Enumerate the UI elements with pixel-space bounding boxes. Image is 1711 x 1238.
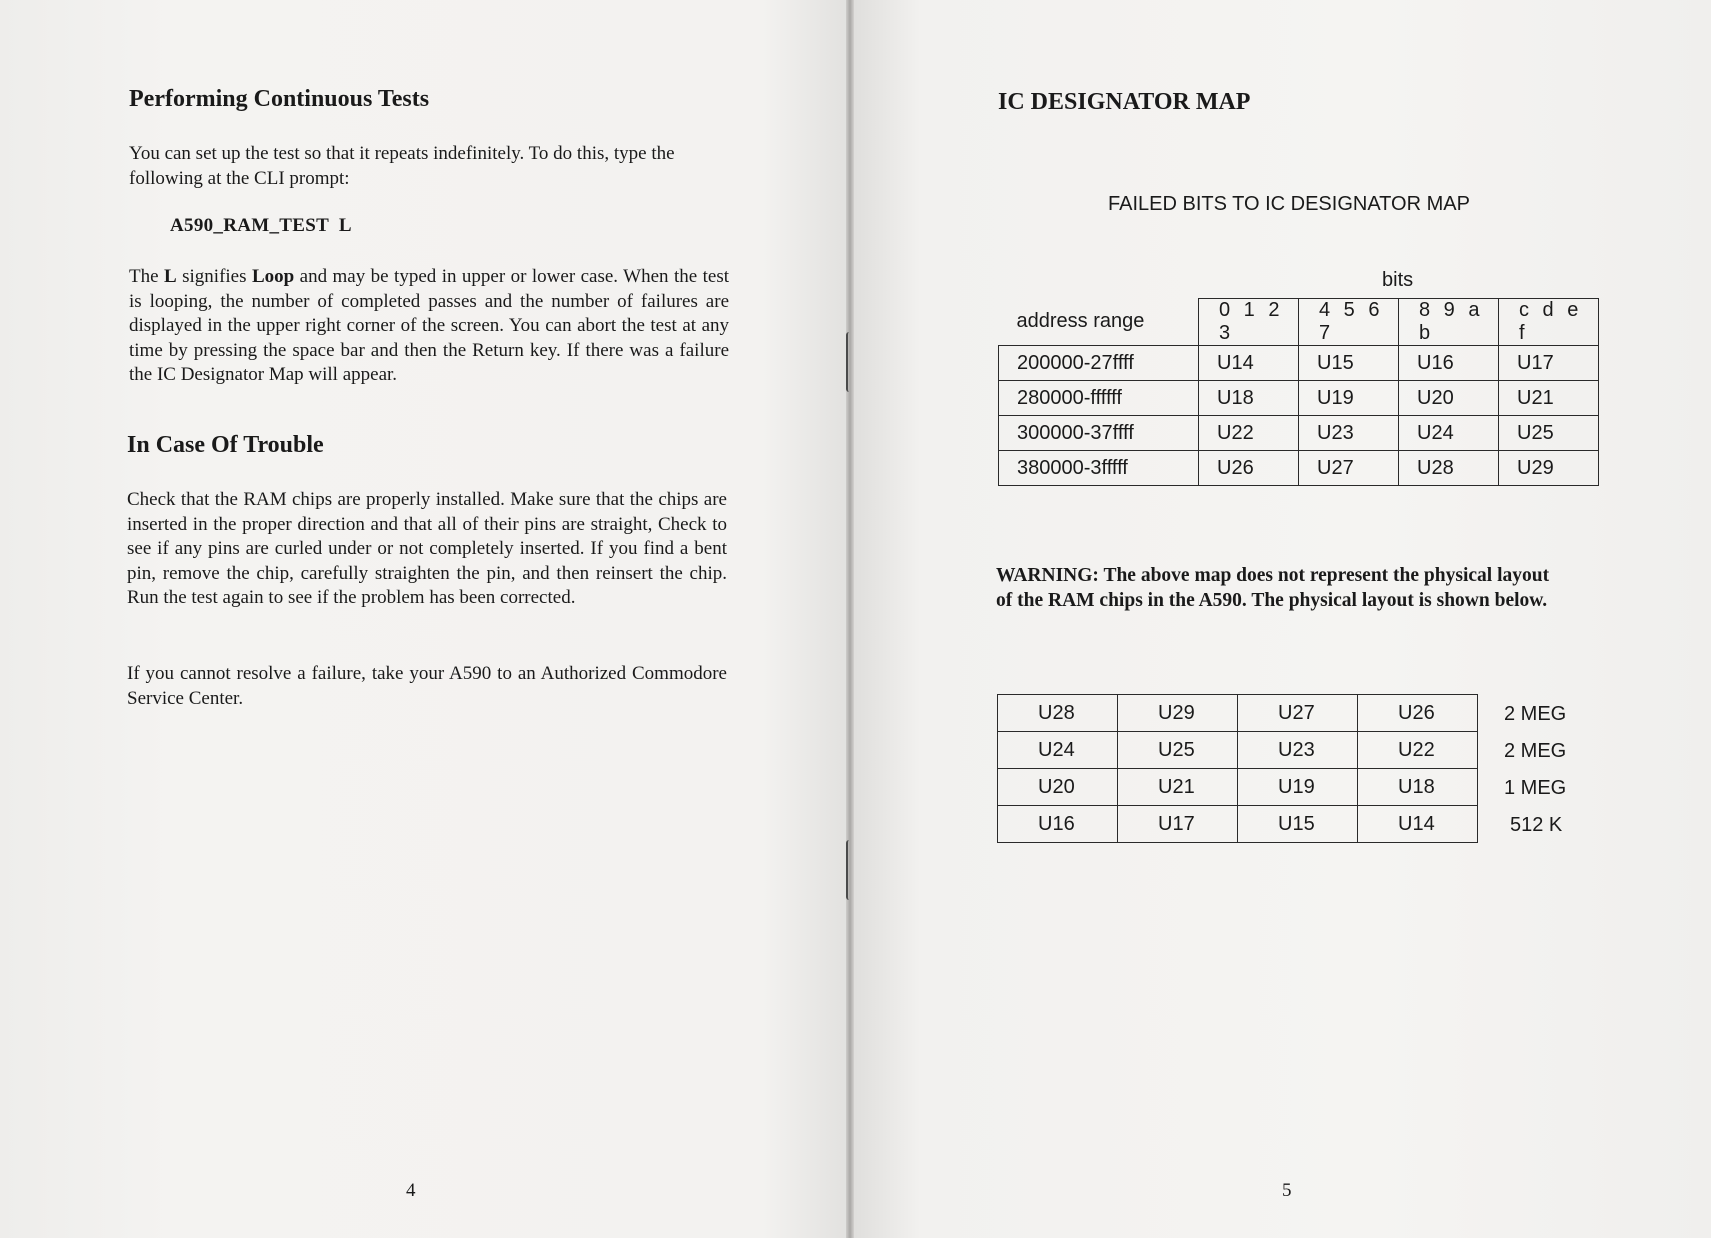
map-title: FAILED BITS TO IC DESIGNATOR MAP xyxy=(1108,193,1470,215)
failed-bits-table xyxy=(998,298,1599,486)
chip-cell: U24 xyxy=(998,732,1118,769)
bank-size-label: 1 MEG xyxy=(1504,777,1567,799)
chip-cell: U27 xyxy=(1238,695,1358,732)
address-range-header: address range xyxy=(1016,310,1145,333)
page-number-right: 5 xyxy=(1282,1180,1292,1201)
table-row xyxy=(998,806,1478,843)
chip-cell: U20 xyxy=(998,769,1118,806)
chip-cell: U28 xyxy=(1399,451,1499,486)
chip-cell: U21 xyxy=(1118,769,1238,806)
chip-cell: U18 xyxy=(1199,381,1299,416)
table-row xyxy=(999,416,1599,451)
chip-cell: U18 xyxy=(1358,769,1478,806)
loop-text-1: The xyxy=(129,266,164,287)
chip-cell: U22 xyxy=(1358,732,1478,769)
loop-bold-l: L xyxy=(163,266,177,287)
loop-paragraph xyxy=(129,265,729,388)
section-heading-trouble: In Case Of Trouble xyxy=(127,432,324,458)
physical-layout-table xyxy=(997,694,1478,843)
address-range-cell: 200000-27ffff xyxy=(999,346,1199,381)
section-heading-continuous-tests: Performing Continuous Tests xyxy=(129,86,430,112)
bank-size-label: 2 MEG xyxy=(1504,703,1567,725)
chip-cell: U21 xyxy=(1499,381,1599,416)
bits-label: bits xyxy=(1382,269,1414,291)
table-row xyxy=(998,732,1478,769)
warning-text xyxy=(996,564,1596,613)
bank-size-label: 512 K xyxy=(1510,814,1563,836)
staple-bottom xyxy=(846,840,854,900)
bank-size-label: 2 MEG xyxy=(1504,740,1567,762)
table-row xyxy=(999,381,1599,416)
right-page xyxy=(852,0,1711,1238)
chip-cell: U23 xyxy=(1299,416,1399,451)
bit-header: 0 1 2 3 xyxy=(1199,299,1299,346)
table-row xyxy=(998,769,1478,806)
chip-cell: U26 xyxy=(1199,451,1299,486)
staple-top xyxy=(846,332,854,392)
table-header-row xyxy=(999,299,1599,346)
chip-cell: U20 xyxy=(1399,381,1499,416)
intro-line-2: following at the CLI prompt: xyxy=(129,167,350,189)
chip-cell: U23 xyxy=(1238,732,1358,769)
chip-cell: U16 xyxy=(1399,346,1499,381)
chip-cell: U22 xyxy=(1199,416,1299,451)
chip-cell: U17 xyxy=(1499,346,1599,381)
cli-command: A590_RAM_TEST L xyxy=(170,215,352,236)
table-row xyxy=(999,346,1599,381)
bit-header: 8 9 a b xyxy=(1399,299,1499,346)
chip-cell: U15 xyxy=(1299,346,1399,381)
chip-cell: U28 xyxy=(998,695,1118,732)
loop-text-2: signifies xyxy=(176,266,252,287)
chip-cell: U25 xyxy=(1499,416,1599,451)
table-row xyxy=(998,695,1478,732)
chip-cell: U29 xyxy=(1499,451,1599,486)
chip-cell: U14 xyxy=(1199,346,1299,381)
chip-cell: U26 xyxy=(1358,695,1478,732)
chip-cell: U24 xyxy=(1399,416,1499,451)
loop-text-3: and may be typed in upper or lower case. When the test is looping, the number of completed passes and the number of failures are displayed in the upper right corner of the screen. You can abort the test at any time by pressing the space bar and then the Return key. If there was a failure the IC Designator Map will appear. xyxy=(129,266,729,385)
warning-line-1: WARNING: The above map does not represent the physical layout xyxy=(996,565,1550,586)
trouble-paragraph: Check that the RAM chips are properly installed. Make sure that the chips are inserted in the proper direction and that all of their pins are straight, Check to see if any pins are curled under or not completely inserted. If you find a bent pin, remove the chip, carefully straighten the pin, and then reinsert the chip. Run the test again to see if the problem has been corrected. xyxy=(127,489,727,608)
chip-cell: U25 xyxy=(1118,732,1238,769)
address-range-cell: 300000-37ffff xyxy=(999,416,1199,451)
intro-line-1: You can set up the test so that it repeats indefinitely. To do this, type the xyxy=(129,143,675,164)
table-row xyxy=(999,451,1599,486)
chip-cell: U29 xyxy=(1118,695,1238,732)
chip-cell: U16 xyxy=(998,806,1118,843)
service-paragraph: If you cannot resolve a failure, take your A590 to an Authorized Commodore Service Center. xyxy=(127,663,727,709)
address-range-cell: 280000-ffffff xyxy=(999,381,1199,416)
chip-cell: U19 xyxy=(1299,381,1399,416)
chip-cell: U14 xyxy=(1358,806,1478,843)
binding-gutter xyxy=(846,0,854,1238)
address-range-cell: 380000-3fffff xyxy=(999,451,1199,486)
chip-cell: U27 xyxy=(1299,451,1399,486)
chip-cell: U19 xyxy=(1238,769,1358,806)
bit-header: c d e f xyxy=(1499,299,1599,346)
warning-line-2: of the RAM chips in the A590. The physical layout is shown below. xyxy=(996,589,1548,611)
page-number-left: 4 xyxy=(406,1180,416,1201)
intro-paragraph xyxy=(129,142,729,191)
page-title: IC DESIGNATOR MAP xyxy=(998,89,1251,115)
bit-header: 4 5 6 7 xyxy=(1299,299,1399,346)
chip-cell: U17 xyxy=(1118,806,1238,843)
loop-bold-loop: Loop xyxy=(251,266,295,287)
chip-cell: U15 xyxy=(1238,806,1358,843)
